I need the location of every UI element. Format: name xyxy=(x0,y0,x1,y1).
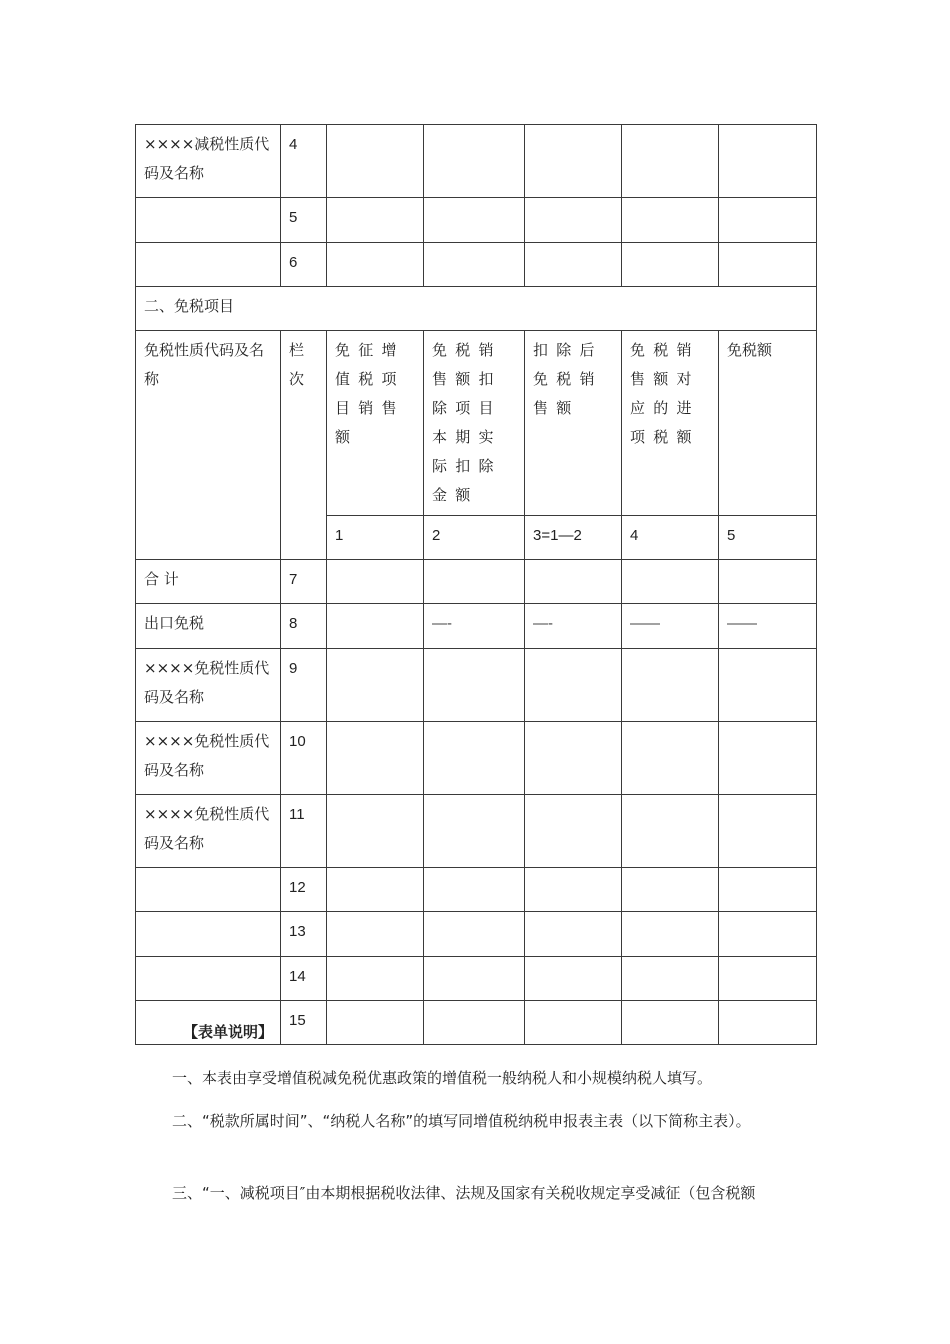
row-label: ××××免税性质代码及名称 xyxy=(136,722,281,795)
cell xyxy=(327,722,424,795)
cell xyxy=(622,722,719,795)
cell xyxy=(424,198,525,243)
cell xyxy=(424,560,525,604)
cell xyxy=(424,722,525,795)
cell xyxy=(622,560,719,604)
line-number: 9 xyxy=(281,649,327,722)
notes-paragraph xyxy=(140,1064,812,1093)
cell xyxy=(719,957,817,1001)
dash-cell: —— xyxy=(622,604,719,649)
line-number: 8 xyxy=(281,604,327,649)
table-row xyxy=(136,198,817,243)
column-number: 1 xyxy=(327,516,424,560)
cell xyxy=(525,649,622,722)
cell xyxy=(525,243,622,287)
cell xyxy=(525,560,622,604)
cell xyxy=(327,560,424,604)
total-row xyxy=(136,560,817,604)
cell xyxy=(327,649,424,722)
row-label xyxy=(136,243,281,287)
dash-cell: —— xyxy=(719,604,817,649)
cell xyxy=(719,649,817,722)
line-number: 15 xyxy=(281,1001,327,1045)
cell xyxy=(327,795,424,868)
cell xyxy=(327,125,424,198)
cell xyxy=(719,560,817,604)
dash-cell: —- xyxy=(525,604,622,649)
column-number: 4 xyxy=(622,516,719,560)
row-label: ××××减税性质代码及名称 xyxy=(136,125,281,198)
cell xyxy=(719,868,817,912)
line-number: 14 xyxy=(281,957,327,1001)
column-number: 5 xyxy=(719,516,817,560)
table-row xyxy=(136,957,817,1001)
row-label: ××××免税性质代码及名称 xyxy=(136,795,281,868)
cell xyxy=(327,957,424,1001)
cell xyxy=(327,604,424,649)
line-number: 13 xyxy=(281,912,327,957)
column-number: 2 xyxy=(424,516,525,560)
cell xyxy=(622,125,719,198)
table-row xyxy=(136,722,817,795)
cell xyxy=(622,243,719,287)
header-exempt-amount: 免税额 xyxy=(719,331,817,516)
cell xyxy=(719,1001,817,1045)
header-exempt-sales: 免征增值税项目销售额 xyxy=(327,331,424,516)
cell xyxy=(525,912,622,957)
notes-paragraph xyxy=(140,1179,812,1208)
cell xyxy=(327,868,424,912)
cell xyxy=(424,243,525,287)
cell xyxy=(719,198,817,243)
row-label: 合 计 xyxy=(136,560,281,604)
table-row xyxy=(136,912,817,957)
line-number: 6 xyxy=(281,243,327,287)
header-code-name: 免税性质代码及名称 xyxy=(136,331,281,560)
line-number: 5 xyxy=(281,198,327,243)
cell xyxy=(525,795,622,868)
line-number: 11 xyxy=(281,795,327,868)
cell xyxy=(622,649,719,722)
row-label: 出口免税 xyxy=(136,604,281,649)
table-row xyxy=(136,795,817,868)
table-row xyxy=(136,868,817,912)
cell xyxy=(719,243,817,287)
cell xyxy=(525,125,622,198)
cell xyxy=(327,912,424,957)
row-label xyxy=(136,198,281,243)
section-title: 二、免税项目 xyxy=(136,287,817,331)
header-net-sales: 扣除后免税销售额 xyxy=(525,331,622,516)
header-line: 栏次 xyxy=(281,331,327,560)
dash-cell: —- xyxy=(424,604,525,649)
table-row xyxy=(136,125,817,198)
cell xyxy=(424,795,525,868)
cell xyxy=(424,957,525,1001)
cell xyxy=(525,957,622,1001)
cell xyxy=(525,722,622,795)
notes-title: 【表单说明】 xyxy=(183,1023,274,1041)
table-row xyxy=(136,649,817,722)
line-number: 4 xyxy=(281,125,327,198)
row-label xyxy=(136,912,281,957)
cell xyxy=(424,1001,525,1045)
cell xyxy=(622,957,719,1001)
row-label xyxy=(136,868,281,912)
cell xyxy=(424,912,525,957)
cell xyxy=(525,868,622,912)
cell xyxy=(327,1001,424,1045)
cell xyxy=(327,243,424,287)
cell xyxy=(622,868,719,912)
cell xyxy=(424,649,525,722)
line-number: 12 xyxy=(281,868,327,912)
line-number: 10 xyxy=(281,722,327,795)
cell xyxy=(719,125,817,198)
table-row xyxy=(136,243,817,287)
cell xyxy=(525,198,622,243)
header-row xyxy=(136,331,817,516)
cell xyxy=(424,868,525,912)
cell xyxy=(424,125,525,198)
cell xyxy=(719,912,817,957)
header-input-tax: 免税销售额对应的进项税额 xyxy=(622,331,719,516)
note-item-3: 三、“一、减税项目″由本期根据税收法律、法规及国家有关税收规定享受减征（包含税额 xyxy=(172,1184,756,1202)
note-item-2: 二、“税款所属时间”、“纳税人名称”的填写同增值税纳税申报表主表（以下简称主表）。 xyxy=(172,1112,751,1130)
cell xyxy=(719,722,817,795)
vat-exemption-table xyxy=(135,124,817,1045)
export-row xyxy=(136,604,817,649)
cell xyxy=(719,795,817,868)
cell xyxy=(622,198,719,243)
row-label xyxy=(136,957,281,1001)
line-number: 7 xyxy=(281,560,327,604)
column-number: 3=1—2 xyxy=(525,516,622,560)
header-deduction: 免税销售额扣除项目本期实际扣除金额 xyxy=(424,331,525,516)
row-label: ××××免税性质代码及名称 xyxy=(136,649,281,722)
cell xyxy=(622,912,719,957)
cell xyxy=(622,1001,719,1045)
cell xyxy=(327,198,424,243)
notes-paragraph xyxy=(140,1107,812,1136)
note-item-1: 一、本表由享受增值税减免税优惠政策的增值税一般纳税人和小规模纳税人填写。 xyxy=(172,1069,713,1087)
section-row xyxy=(136,287,817,331)
cell xyxy=(525,1001,622,1045)
cell xyxy=(622,795,719,868)
